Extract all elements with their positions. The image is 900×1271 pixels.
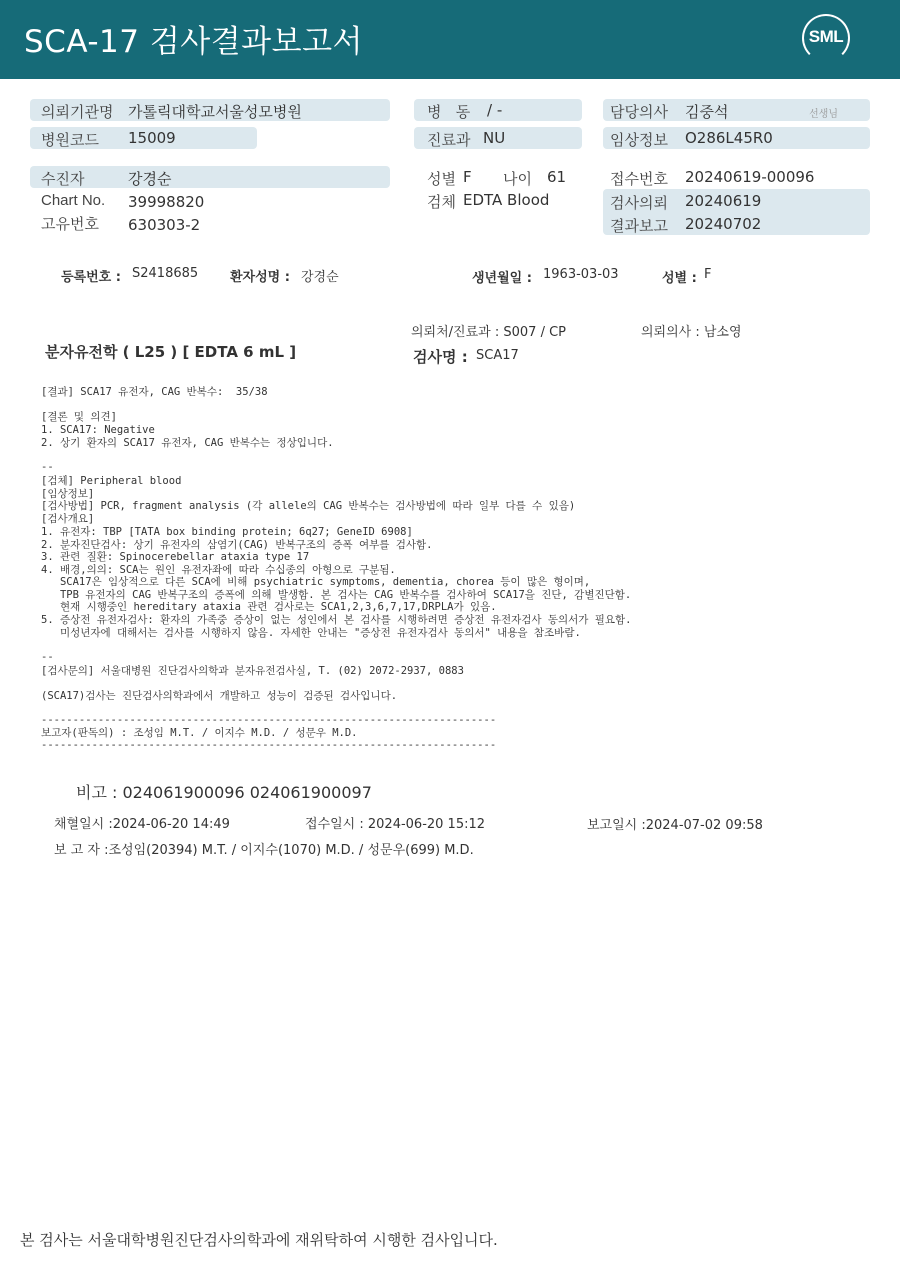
unique-no-label: 고유번호 [41, 215, 99, 233]
report-date-value: 20240702 [685, 215, 762, 233]
sex-label: 성별 [427, 170, 456, 188]
separator: -- [41, 461, 54, 473]
hospital-code-value: 15009 [128, 129, 176, 147]
separator: -- [41, 651, 54, 663]
age-label: 나이 [503, 170, 532, 188]
doctor-value: 김중석 [685, 103, 729, 121]
remarks: 비고 : 024061900096 024061900097 [76, 783, 372, 802]
inquiry-line: [검사문의] 서울대병원 진단검사의학과 분자유전검사실, T. (02) 2072-2937, 0883 [41, 665, 464, 677]
test-name-value: SCA17 [476, 348, 519, 363]
specimen-value: EDTA Blood [463, 191, 550, 209]
reg-birth-value: 1963-03-03 [543, 267, 619, 282]
reporters: 보 고 자 :조성임(20394) M.T. / 이지수(1070) M.D. / 성문우(699) M.D. [54, 843, 474, 858]
reg-no-label: 등록번호 : [61, 270, 121, 285]
test-name-label: 검사명 : [413, 348, 468, 366]
report-header [0, 0, 900, 79]
patient-value: 강경순 [128, 170, 172, 188]
overview-line: 1. 유전자: TBP [TATA box binding protein; 6q27; GeneID 6908] [41, 526, 413, 538]
age-value: 61 [547, 168, 567, 186]
reg-sex-label: 성별 : [662, 271, 697, 286]
overview-line: 5. 증상전 유전자검사: 환자의 가족중 증상이 없는 성인에서 본 검사를 시행하려면 증상전 유전자검사 동의서가 필요함. [41, 614, 632, 626]
requester: 의뢰처/진료과 : S007 / CP [411, 325, 566, 340]
report-datetime: 보고일시 :2024-07-02 09:58 [587, 818, 763, 833]
validation-line: (SCA17)검사는 진단검사의학과에서 개발하고 성능이 검증된 검사입니다. [41, 690, 398, 702]
hospital-code-label: 병원코드 [41, 131, 99, 149]
reg-sex-value: F [704, 267, 712, 282]
chart-no-label: Chart No. [41, 192, 106, 209]
result-line: [결과] SCA17 유전자, CAG 반복수: 35/38 [41, 386, 268, 398]
conclusion-line: 2. 상기 환자의 SCA17 유전자, CAG 반복수는 정상입니다. [41, 437, 334, 449]
reporter-line: 보고자(판독의) : 조성임 M.T. / 이지수 M.D. / 성문우 M.D. [41, 727, 358, 739]
overview-line: 미성년자에 대해서는 검사를 시행하지 않음. 자세한 안내는 "증상전 유전자검사 동의서" 내용을 참조바람. [41, 627, 581, 639]
reg-name-value: 강경순 [301, 270, 339, 285]
conclusion-line: 1. SCA17: Negative [41, 424, 155, 436]
chart-no-value: 39998820 [128, 193, 205, 211]
overview-line: 2. 분자진단검사: 상기 유전자의 삼염기(CAG) 반복구조의 증폭 여부를 검사함. [41, 539, 433, 551]
clinical-value: O286L45R0 [685, 129, 773, 147]
hospital-label: 의뢰기관명 [41, 103, 114, 121]
test-department: 분자유전학 ( L25 ) [ EDTA 6 mL ] [45, 343, 297, 361]
dashed-rule: ------------------------------------------------------------------------ [41, 714, 497, 726]
logo-text: SML [808, 27, 844, 46]
reg-no-value: S2418685 [132, 266, 199, 281]
dashed-rule: ------------------------------------------------------------------------ [41, 739, 497, 751]
footer-note: 본 검사는 서울대학병원진단검사의학과에 재위탁하여 시행한 검사입니다. [20, 1231, 498, 1249]
report-title: SCA-17 검사결과보고서 [24, 24, 363, 60]
overview-line: 3. 관련 질환: Spinocerebellar ataxia type 17 [41, 551, 310, 563]
ward-value: / - [487, 101, 503, 119]
clinical-info-heading: [임상정보] [41, 488, 95, 500]
request-date-value: 20240619 [685, 192, 762, 210]
sex-value: F [463, 168, 472, 186]
reg-name-label: 환자성명 : [230, 270, 290, 285]
clinical-label: 임상정보 [610, 131, 668, 149]
doctor-suffix: 선생님 [809, 109, 838, 120]
doctor-label: 담당의사 [610, 103, 668, 121]
conclusion-heading: [결론 및 의견] [41, 411, 118, 423]
receipt-label: 접수번호 [610, 170, 668, 188]
receipt-datetime: 접수일시 : 2024-06-20 15:12 [305, 817, 486, 832]
specimen-label: 검체 [427, 193, 456, 211]
reg-birth-label: 생년월일 : [472, 271, 532, 286]
overview-line: SCA17은 임상적으로 다른 SCA에 비해 psychiatric symptoms, dementia, chorea 등이 많은 형이며, [41, 576, 591, 588]
dept-value: NU [483, 129, 506, 147]
method-line: [검사방법] PCR, fragment analysis (각 allele의 CAG 반복수는 검사방법에 따라 일부 다를 수 있음) [41, 500, 576, 512]
overview-heading: [검사개요] [41, 513, 95, 525]
receipt-value: 20240619-00096 [685, 168, 815, 186]
overview-line: TPB 유전자의 CAG 반복구조의 증폭에 의해 발생함. 본 검사는 CAG 반복수를 검사하여 SCA17을 진단, 감별진단함. [41, 589, 632, 601]
overview-line: 현재 시행중인 hereditary ataxia 관련 검사로는 SCA1,2,3,6,7,17,DRPLA가 있음. [41, 601, 497, 613]
unique-no-value: 630303-2 [128, 216, 201, 234]
request-date-label: 검사의뢰 [610, 194, 668, 212]
ward-label: 병 동 [427, 103, 471, 121]
specimen-line: [검체] Peripheral blood [41, 475, 182, 487]
sml-logo-icon [800, 12, 852, 66]
patient-label: 수진자 [41, 170, 85, 188]
hospital-value: 가톨릭대학교서울성모병원 [128, 103, 302, 121]
overview-line: 4. 배경,의의: SCA는 원인 유전자좌에 따라 수십종의 아형으로 구분됨. [41, 564, 396, 576]
collection-datetime: 채혈일시 :2024-06-20 14:49 [54, 817, 230, 832]
report-date-label: 결과보고 [610, 217, 668, 235]
dept-label: 진료과 [427, 131, 471, 149]
requesting-doctor: 의뢰의사 : 남소영 [641, 325, 742, 340]
